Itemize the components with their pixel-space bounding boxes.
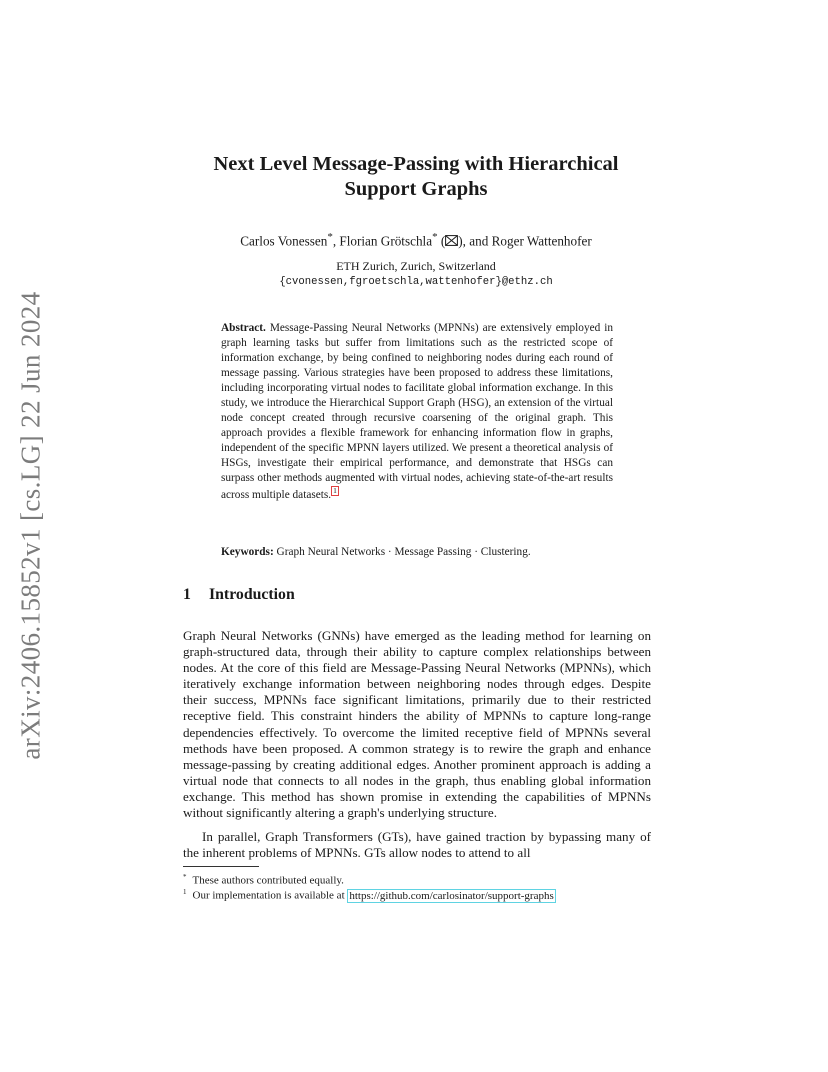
footnote-implementation [183,885,663,903]
github-link[interactable]: https://github.com/carlosinator/support-graphs [349,889,554,902]
abstract-text: Message-Passing Neural Networks (MPNNs) are extensively employed in graph learning tasks but suffer from limitations such as the restricted scope of information exchange, by being confined to neighboring nodes during each round of message passing. Various strategies have been proposed to address these limitations, including incorporating virtual nodes to facilitate global information exchange. In this study, we introduce the Hierarchical Support Graph (HSG), an extension of the virtual node concept created through recursive coarsening of the original graph. This approach provides a flexible framework for enhancing information flow in graphs, independent of the specific MPNN layers utilized. We present a theoretical analysis of HSGs, investigate their empirical performance, and demonstrate that HSGs can surpass other methods augmented with virtual nodes, achieving state-of-the-art results across multiple datasets. [221,322,613,501]
title-line-1: Next Level Message-Passing with Hierarchical [213,153,619,175]
footnote-divider [183,866,259,867]
title-line-2: Support Graphs [344,178,488,200]
author-list: Carlos Vonessen*, Florian Grötschla* ( ), and Roger Wattenhofer [240,231,592,249]
footnote-text: Our implementation is available at [192,889,345,902]
keywords [221,545,613,560]
equal-contribution-mark: * [432,231,438,243]
footnote-mark: * [183,873,187,881]
abstract [221,321,613,503]
author-grotschla: Florian Grötschla [339,233,433,249]
footnote-mark: 1 [183,888,187,896]
footnote-link-1[interactable]: 1 [333,486,337,495]
keywords-text: Graph Neural Networks · Message Passing · Clustering. [276,546,531,558]
section-title: Introduction [209,586,295,603]
author-vonessen: Carlos Vonessen [240,233,328,249]
arxiv-identifier [8,290,54,760]
intro-paragraph-2: In parallel, Graph Transformers (GTs), have gained traction by bypassing many of the inherent problems of MPNNs. GTs allow nodes to attend to all [183,829,651,861]
footnote-text: These authors contributed equally. [192,874,344,887]
envelope-icon [445,235,458,246]
intro-paragraph-1: Graph Neural Networks (GNNs) have emerged as the leading method for learning on graph-structured data, through their ability to capture complex relationships between nodes. At the core of this field are Message-Passing Neural Networks (MPNNs), which iteratively exchange information between neighboring nodes through edges. Despite their success, MPNNs face significant limitations, primarily due to their restricted receptive field. This constraint hinders the ability of MPNNs to capture long-range dependencies effectively. To overcome the limited receptive field of MPNNs several methods have been proposed. A common strategy is to rewire the graph and enhance message-passing by creating additional edges. Another prominent approach is adding a virtual node that connects to all nodes in the graph, thus enabling global information exchange. This method has shown promise in extending the capabilities of MPNNs without significantly altering a graph's underlying structure. [183,628,651,821]
keywords-label: Keywords: [221,546,274,558]
author-emails[interactable]: {cvonessen,fgroetschla,wattenhofer}@ethz.ch [279,276,553,288]
equal-contribution-mark: * [327,231,333,243]
section-number: 1 [183,586,191,603]
affiliation: ETH Zurich, Zurich, Switzerland [336,259,496,273]
author-wattenhofer: and Roger Wattenhofer [469,233,592,249]
abstract-label: Abstract. [221,322,266,334]
paper-title [160,152,672,202]
arxiv-identifier-text: arXiv:2406.15852v1 [cs.LG] 22 Jun 2024 [15,290,46,760]
section-heading-introduction [183,585,295,605]
